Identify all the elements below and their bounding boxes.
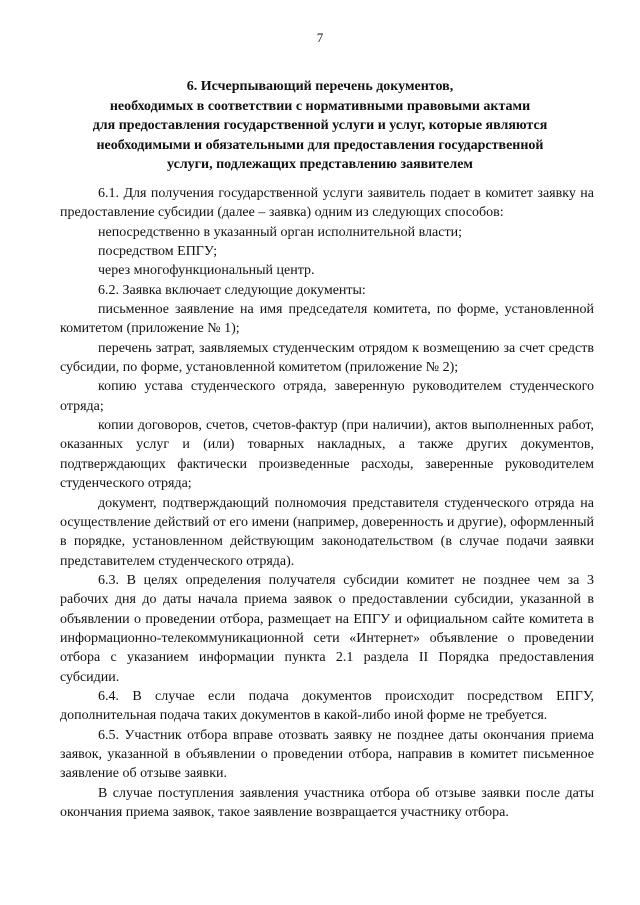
heading-line: услуги, подлежащих представлению заявителем <box>167 157 473 173</box>
heading-line: необходимыми и обязательными для предоставления государственной <box>96 137 544 153</box>
paragraph-6-5: 6.5. Участник отбора вправе отозвать заявку не позднее даты окончания приема заявок, указанной в объявлении о проведении отбора, направив в комитет письменное заявление об отзыве заявки. <box>60 727 594 782</box>
list-item: перечень затрат, заявляемых студенческим отрядом к возмещению за счет средств субсидии, по форме, установленной комитетом (приложение № 2); <box>60 340 594 376</box>
paragraph-6-3: 6.3. В целях определения получателя субсидии комитет не позднее чем за 3 рабочих дня до даты начала приема заявок о предоставлении субсидии, указанной в объявлении о проведении отбора, размещает на ЕПГУ и официальном сайте комитета в информационно-телекоммуникационной сети «Интернет» объявление о проведении отбора с указанием информации пункта 2.1 раздела II Порядка предоставления субсидии. <box>60 572 594 685</box>
paragraph-6-1: 6.1. Для получения государственной услуги заявитель подает в комитет заявку на предоставление субсидии (далее – заявка) одним из следующих способов: <box>60 186 594 221</box>
list-item: документ, подтверждающий полномочия представителя студенческого отряда на осуществление действий от его имени (например, доверенность и другие), оформленный в порядке, установленном действующим законодательством (в случае подачи заявки представителем студенческого отряда). <box>60 495 594 569</box>
list-item: через многофункциональный центр. <box>98 263 315 279</box>
paragraph-6-4: 6.4. В случае если подача документов происходит посредством ЕПГУ, дополнительная подача таких документов в какой-либо иной форме не требуется. <box>60 688 594 724</box>
heading-line: 6. Исчерпывающий перечень документов, <box>186 79 454 94</box>
heading-line: необходимых в соответствии с нормативными правовыми актами <box>109 98 531 114</box>
list-item: посредством ЕПГУ; <box>98 244 218 260</box>
paragraph-6-2: 6.2. Заявка включает следующие документы: <box>98 282 366 298</box>
list-item: непосредственно в указанный орган исполнительной власти; <box>98 224 462 240</box>
list-item: копии договоров, счетов, счетов-фактур (при наличии), актов выполненных работ, оказанных услуг и (или) товарных накладных, а также других документов, подтверждающих фактически произведенные расходы, заверенные руководителем студенческого отряда; <box>60 418 594 492</box>
paragraph: В случае поступления заявления участника отбора об отзыве заявки после даты окончания приема заявок, такое заявление возвращается участнику отбора. <box>60 785 594 820</box>
list-item: копию устава студенческого отряда, заверенную руководителем студенческого отряда; <box>60 379 594 414</box>
heading-line: для предоставления государственной услуги и услуг, которые являются <box>92 118 548 134</box>
page-number: 7 <box>316 30 324 45</box>
section-body <box>60 184 594 822</box>
section-heading <box>60 77 580 175</box>
list-item: письменное заявление на имя председателя комитета, по форме, установленной комитетом (приложение № 1); <box>60 302 594 337</box>
